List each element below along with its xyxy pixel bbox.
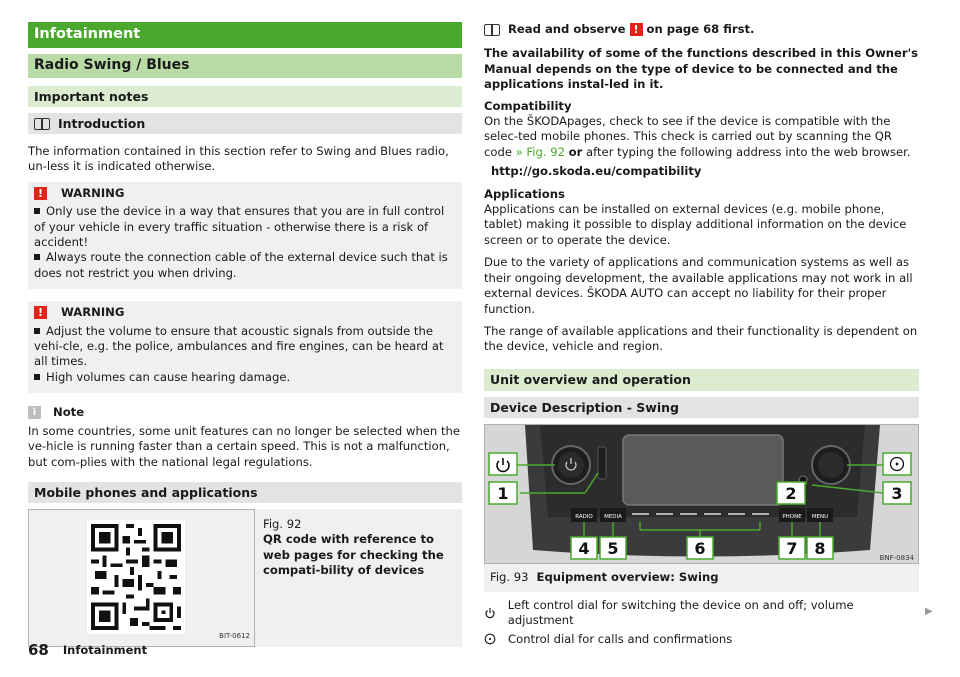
page-footer: [28, 643, 147, 658]
info-icon: i: [28, 406, 41, 419]
legend-text: Left control dial for switching the device on and off; volume adjustment: [507, 597, 854, 628]
callout-1: 1: [497, 483, 509, 503]
note-heading: i Note: [28, 405, 462, 420]
compatibility-title: Compatibility: [484, 98, 572, 113]
dial-icon: [484, 633, 508, 645]
figure-caption-text: Equipment overview: Swing: [536, 570, 719, 585]
power-icon: [484, 607, 508, 619]
bullet-icon: [34, 208, 40, 214]
figure-code: BNF-0834: [879, 553, 914, 562]
warning-item: Only use the device in a way that ensures that you are in full control of your vehicle in every traffic situation - otherwise there is a risk of accident!: [34, 204, 445, 250]
figure-caption-text: QR code with reference to web pages for checking the compati-bility of devices: [263, 532, 444, 578]
compatibility-address: http://go.skoda.eu/compatibility: [491, 164, 702, 179]
right-column: [484, 22, 919, 647]
phone-button: PHONE: [782, 513, 802, 520]
callout-6: 6: [694, 538, 706, 558]
figure-label: Fig. 93: [490, 570, 529, 585]
warning-heading: ! WARNING: [34, 186, 456, 201]
warning-box-1: [28, 182, 462, 289]
variety-text: Due to the variety of applications and communication systems as well as their ongoing development, the available applications may not work in all external devices. ŠKODA AUTO can accept no liability for their proper function.: [484, 255, 913, 316]
warning-item: Always route the connection cable of the external device such that is does not restrict you when driving.: [34, 250, 448, 280]
radio-button: RADIO: [575, 513, 593, 520]
warning-icon: !: [34, 187, 47, 200]
bullet-icon: [34, 254, 40, 260]
radio-unit-illustration: [485, 425, 918, 563]
callout-5: 5: [607, 538, 619, 558]
legend-text: Control dial for calls and confirmations: [508, 631, 733, 646]
warning-heading: ! WARNING: [34, 305, 456, 320]
media-button: MEDIA: [604, 513, 622, 520]
menu-button: MENU: [811, 513, 829, 520]
figure-93-caption: [484, 564, 919, 592]
figure-label: Fig. 92: [263, 516, 302, 531]
book-icon: [484, 24, 500, 35]
warning-icon: !: [630, 23, 643, 36]
range-text: The range of available applications and their functionality is dependent on the device, vehicle and region.: [484, 323, 918, 354]
bullet-icon: [34, 328, 40, 334]
applications-title: Applications: [484, 186, 565, 201]
unit-overview-heading: Unit overview and operation: [484, 369, 919, 391]
left-column: [28, 22, 462, 647]
callout-4: 4: [578, 538, 590, 558]
book-icon: [34, 118, 50, 129]
callout-7: 7: [786, 538, 798, 558]
device-description-heading: Device Description - Swing: [484, 397, 919, 418]
applications-text: Applications can be installed on external devices (e.g. mobile phone, tablet) making it possible to display additional information on the device screen or to operate the device.: [484, 202, 907, 247]
subsection-heading: Important notes: [28, 86, 462, 107]
figure-93: [484, 424, 919, 564]
callout-8: 8: [814, 538, 826, 558]
warning-item: Adjust the volume to ensure that acoustic signals from outside the vehi-cle, e.g. the police, ambulances and fire engines, can be heard at all times.: [34, 323, 444, 369]
introduction-heading: Introduction: [28, 113, 462, 134]
figure-92-caption: [255, 509, 462, 647]
warning-box-2: [28, 301, 462, 393]
figure-code: BIT-0612: [219, 631, 250, 640]
warning-icon: !: [34, 306, 47, 319]
figure-92: [28, 509, 462, 647]
qr-code-icon: [87, 520, 185, 634]
note-text: In some countries, some unit features can no longer be selected when the ve-hicle is running faster than a certain speed. This is not a malfunction, but com-plies with the national legal regulations.: [28, 423, 460, 469]
page-number: 68: [28, 641, 49, 659]
warning-item: High volumes can cause hearing damage.: [34, 370, 456, 385]
chapter-heading: Infotainment: [28, 22, 462, 48]
section-heading: Radio Swing / Blues: [28, 54, 462, 78]
bullet-icon: [34, 374, 40, 380]
introduction-text: The information contained in this section refer to Swing and Blues radio, un-less it is indicated otherwise.: [28, 144, 449, 174]
legend-item: [484, 598, 919, 629]
legend-item: [484, 632, 919, 647]
callout-2: 2: [785, 483, 797, 503]
figure-link[interactable]: » Fig. 92: [515, 144, 565, 159]
compatibility-text: On the ŠKODApages, check to see if the device is compatible with the selec-ted mobile phones. This check is carried out by scanning the QR code » Fig. 92 or after typing the following address into the web browser.: [484, 114, 911, 159]
availability-text: The availability of some of the functions described in this Owner's Manual depends on the type of device to be connected and the applications instal-led in it.: [484, 46, 919, 92]
next-page-arrow-icon[interactable]: ▶: [925, 606, 933, 617]
footer-section: Infotainment: [62, 643, 148, 657]
callout-3: 3: [891, 483, 903, 503]
mobile-phones-heading: Mobile phones and applications: [28, 482, 462, 503]
read-observe-line: Read and observe ! on page 68 first.: [484, 22, 919, 37]
qr-figure: [28, 509, 255, 647]
